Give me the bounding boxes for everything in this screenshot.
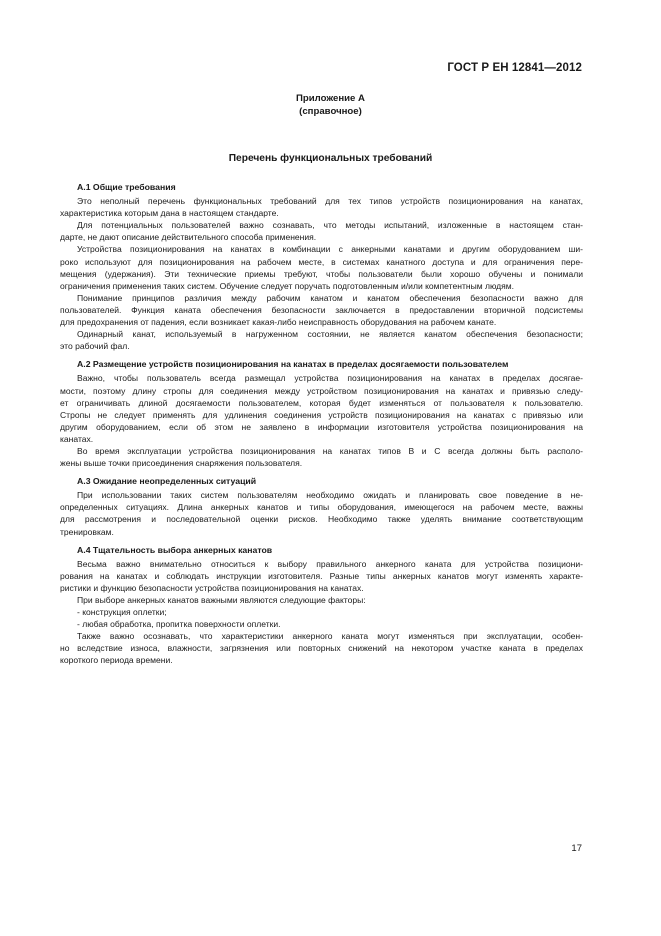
text-line: Во время эксплуатации устройства позиционирования на канатах типов В и С всегда должны быть располо- (77, 445, 583, 456)
paragraph (60, 618, 583, 630)
text-line: определенных ситуациях. Длина анкерных канатов и типы оборудования, имеющегося на рабочем месте, важны (60, 502, 583, 513)
text-line: для рассмотрения и последовательной оценки рисков. Необходимо также уделять внимание соответствующим (60, 514, 583, 525)
paragraph (60, 558, 583, 594)
text-line: Стропы не следует применять для удлинения соединения устройств позиционирования на канатах с привязью или (60, 409, 583, 420)
paragraph (60, 328, 583, 352)
text-line: При использовании таких систем пользователям необходимо ожидать и планировать свое поведение в не- (77, 490, 583, 501)
section-heading: А.4 Тщательность выбора анкерных канатов (77, 544, 273, 555)
text-line: пользователей. Функция каната обеспечения безопасности заключается в предоставлении вторичной подсистемы (60, 304, 583, 315)
appendix-note: (справочное) (299, 106, 362, 117)
text-line: это рабочий фал. (60, 341, 130, 352)
text-line: дарте, не дают описание действительного способа применения. (60, 232, 317, 243)
text-line: Понимание принципов различия между рабочим канатом и канатом обеспечения безопасности важно для (77, 292, 583, 303)
document-body (60, 181, 583, 667)
text-line: - любая обработка, пропитка поверхности оплетки. (77, 619, 281, 630)
page-number: 17 (571, 843, 582, 854)
text-line: для предохранения от падения, если возникает какая-либо неисправность оборудования на рабочем канате. (60, 317, 497, 328)
paragraph (60, 243, 583, 291)
text-line: мещения (удержания). Эти технические приемы требуют, чтобы пользователи были хорошо обучены и понимали (60, 268, 583, 279)
paragraph (60, 372, 583, 445)
paragraph (60, 292, 583, 328)
text-line: короткого периода времени. (60, 655, 173, 666)
text-line: Одинарный канат, используемый в нагруженном состоянии, не является канатом обеспечения безопасности; (77, 329, 583, 340)
paragraph (60, 489, 583, 537)
paragraph (60, 606, 583, 618)
text-line: Это неполный перечень функциональных требований для тех типов устройств позиционирования на канатах, (77, 196, 583, 207)
text-line: Устройства позиционирования на канатах в комбинации с анкерными канатами и другим оборудованием ши- (77, 244, 583, 255)
paragraph (60, 219, 583, 243)
section-heading: А.2 Размещение устройств позиционирования на канатах в пределах досягаемости пользователем (77, 359, 509, 370)
text-line: Для потенциальных пользователей важно сознавать, что методы испытаний, изложенные в настоящем стан- (77, 220, 583, 231)
text-line: канатах. (60, 433, 94, 444)
text-line: рования на канатах и соблюдать инструкции изготовителя. Разные типы анкерных канатов могут изменять характе- (60, 570, 583, 581)
standard-code: ГОСТ Р ЕН 12841—2012 (447, 62, 582, 74)
text-line: жены выше точки присоединения снаряжения пользователя. (60, 458, 303, 469)
section-heading: А.1 Общие требования (77, 182, 176, 192)
text-line: Весьма важно внимательно относиться к выбору правильного анкерного каната для устройства позициони- (77, 558, 583, 569)
text-line: мости, поэтому длину стропы для соединения между устройством позиционирования на канатах и привязью следу- (60, 385, 583, 396)
appendix-heading (0, 92, 661, 118)
paragraph (60, 630, 583, 666)
text-line: тренировкам. (60, 526, 114, 537)
text-line: но вследствие износа, влажности, загрязнения или повторных снижений на некотором участке каната в пределах (60, 643, 583, 654)
text-line: - конструкция оплетки; (77, 607, 167, 618)
paragraph (60, 445, 583, 469)
paragraph (60, 195, 583, 219)
text-line: ристики и функцию безопасности устройства позиционирования на канатах. (60, 582, 364, 593)
appendix-title: Перечень функциональных требований (228, 153, 433, 164)
appendix-label: Приложение А (296, 93, 365, 104)
text-line: При выборе анкерных канатов важными являются следующие факторы: (77, 595, 366, 605)
text-line: другим оборудованием, если об этом не заявлено в информации изготовителя устройства позиционирования на (60, 421, 583, 432)
text-line: характеристика которым дана в настоящем стандарте. (60, 208, 279, 219)
section-heading: А.3 Ожидание неопределенных ситуаций (77, 476, 257, 487)
text-line: роко используют для позиционирования на рабочем месте, в системах канатного доступа и для ограничения пере- (60, 256, 583, 267)
text-line: ограничения применения таких систем. Обучение следует поручать подготовленным и/или компетентным людям. (60, 280, 515, 291)
text-line: Важно, чтобы пользователь всегда размещал устройства позиционирования на канатах в пределах досягае- (77, 373, 583, 384)
text-line: ет ограничивать длиной досягаемости пользователем, которая будет изменяться от пользователя к пользователю. (60, 397, 583, 408)
text-line: Также важно осознавать, что характеристики анкерного каната могут изменяться при эксплуатации, особен- (77, 631, 583, 642)
paragraph (60, 594, 583, 606)
